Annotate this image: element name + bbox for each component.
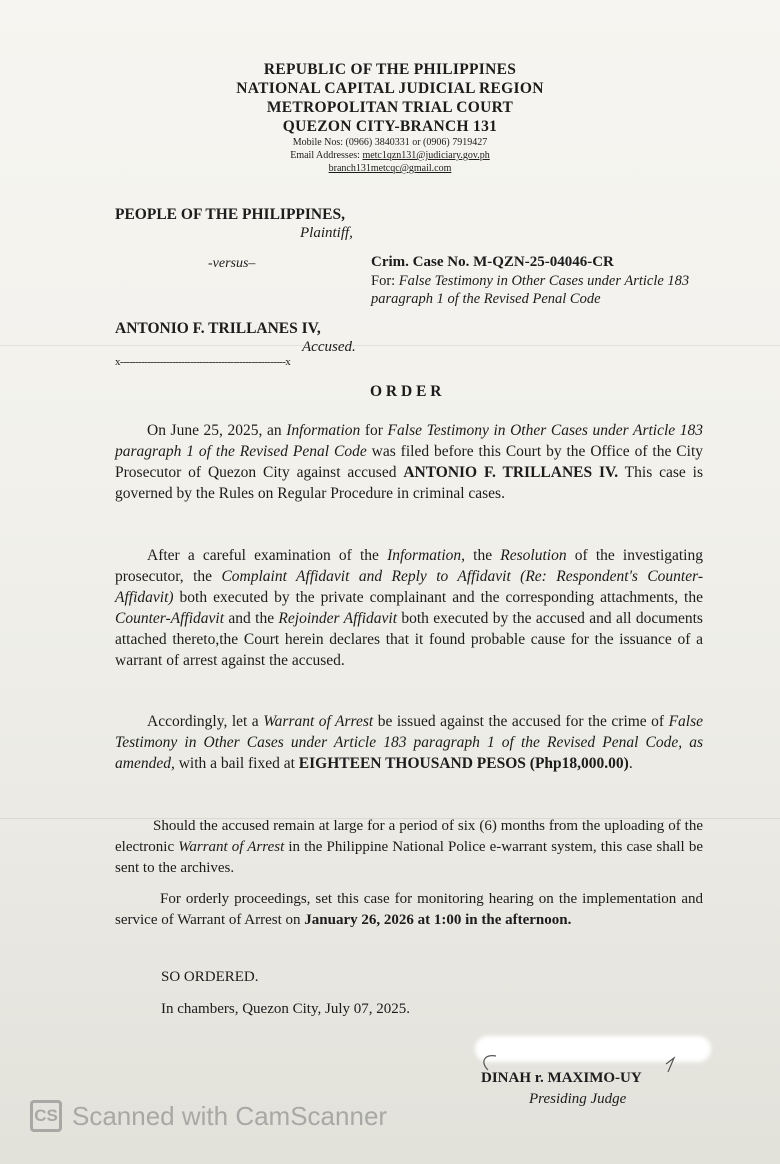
p2-text-c: the — [465, 547, 501, 564]
p2-resolution: Resolution — [500, 547, 567, 564]
p1-accused: ANTONIO F. TRILLANES IV. — [403, 464, 619, 481]
p2-text-k: both executed by the accused and all documents attached thereto,the Court herein declares that it found probable cause for the issuance of a warrant of arrest against the accused. — [115, 610, 703, 669]
case-offense-line-1 — [371, 273, 689, 290]
camscanner-watermark — [30, 1100, 387, 1132]
case-for-label: For: — [371, 273, 399, 289]
plaintiff-role: Plaintiff, — [300, 225, 353, 241]
p2-text-a: After a careful examination of the — [147, 547, 388, 564]
so-ordered: SO ORDERED. — [161, 969, 259, 985]
p1-information: Information — [286, 422, 361, 439]
p2-counter-affidavit: Counter-Affidavit — [115, 610, 225, 627]
p1-text-g: This case is governed by the Rules on Regular Procedure in criminal cases. — [115, 464, 703, 502]
header-email-line — [0, 149, 780, 162]
p2-text-e: of the investigating prosecutor, the — [115, 547, 703, 585]
header-region: NATIONAL CAPITAL JUDICIAL REGION — [236, 80, 544, 97]
p4-warrant: Warrant of Arrest — [178, 839, 285, 855]
camscanner-text: Scanned with CamScanner — [72, 1100, 388, 1131]
header-mobile: Mobile Nos: (0966) 3840331 or (0906) 7919427 — [292, 137, 488, 148]
chambers-line: In chambers, Quezon City, July 07, 2025. — [161, 1001, 410, 1017]
paragraph-4 — [115, 816, 703, 879]
p2-text-g: both executed by the private complainant and the corresponding attachments, the — [173, 589, 703, 606]
court-header — [0, 60, 780, 175]
p5-text-a: For orderly proceedings, set this case for monitoring hearing on the implementation and service of Warrant of Arrest on — [115, 891, 703, 928]
case-offense-line-2: paragraph 1 of the Revised Penal Code — [371, 291, 601, 307]
camscanner-logo-icon: CS — [30, 1100, 62, 1132]
header-branch: QUEZON CITY-BRANCH 131 — [282, 118, 498, 135]
judge-name: DINAH r. MAXIMO-UY — [481, 1070, 642, 1086]
p2-information: Information, — [387, 547, 465, 564]
p2-text-i: and the — [224, 610, 279, 627]
accused-role: Accused. — [302, 339, 356, 355]
paragraph-2 — [115, 545, 703, 671]
header-court: METROPOLITAN TRIAL COURT — [266, 99, 514, 116]
paper-fold — [0, 345, 780, 346]
p3-text-c: be issued against the accused for the crime of — [373, 713, 669, 730]
case-number: Crim. Case No. M-QZN-25-04046-CR — [371, 254, 614, 270]
paragraph-3 — [115, 711, 703, 774]
p3-text-a: Accordingly, let a — [147, 713, 264, 730]
p1-text-e: was filed before this Court by the Office of the City Prosecutor of Quezon City against accused — [115, 443, 703, 481]
p2-complaint: Complaint Affidavit and Reply to Affidavit (Re: Respondent's Counter-Affidavit) — [115, 568, 703, 606]
caption-divider: x------------------------------------------------------x — [115, 356, 291, 368]
p5-hearing-date: January 26, 2026 at 1:00 in the afternoon. — [304, 912, 572, 928]
p4-text-a: Should the accused remain at large for a period of six (6) months from the uploading of the electronic — [115, 818, 703, 855]
p4-text-c: in the Philippine National Police e-warrant system, this case shall be sent to the archives. — [115, 839, 703, 876]
header-email-1[interactable]: metc1qzn131@judiciary.gov.ph — [362, 150, 490, 161]
p2-rejoinder: Rejoinder Affidavit — [278, 610, 397, 627]
versus-label: -versus– — [208, 256, 256, 271]
paragraph-1 — [115, 420, 703, 504]
p1-text-a: On June 25, 2025, an — [147, 422, 287, 439]
order-title: O R D E R — [370, 383, 442, 400]
header-email-label: Email Addresses: — [290, 150, 363, 161]
p3-offense: False Testimony in Other Cases under Article 183 paragraph 1 of the Revised Penal Code, as amended, — [115, 713, 704, 772]
p1-text-c: for — [360, 422, 388, 439]
p3-bail: EIGHTEEN THOUSAND PESOS (Php18,000.00) — [298, 755, 629, 772]
judge-title: Presiding Judge — [529, 1091, 627, 1107]
case-offense-text-1: False Testimony in Other Cases under Article 183 — [398, 273, 690, 289]
p3-warrant: Warrant of Arrest — [263, 713, 374, 730]
header-email-2[interactable]: branch131metcqc@gmail.com — [328, 163, 452, 174]
p1-offense: False Testimony in Other Cases under Article 183 paragraph 1 of the Revised Penal Code — [115, 422, 703, 460]
header-republic: REPUBLIC OF THE PHILIPPINES — [263, 61, 517, 78]
p3-text-g: . — [628, 755, 633, 772]
accused-name: ANTONIO F. TRILLANES IV, — [115, 320, 321, 337]
header-email-line-2 — [0, 162, 780, 175]
paragraph-5 — [115, 889, 703, 931]
p3-text-e: with a bail fixed at — [174, 755, 299, 772]
plaintiff-name: PEOPLE OF THE PHILIPPINES, — [115, 206, 345, 223]
